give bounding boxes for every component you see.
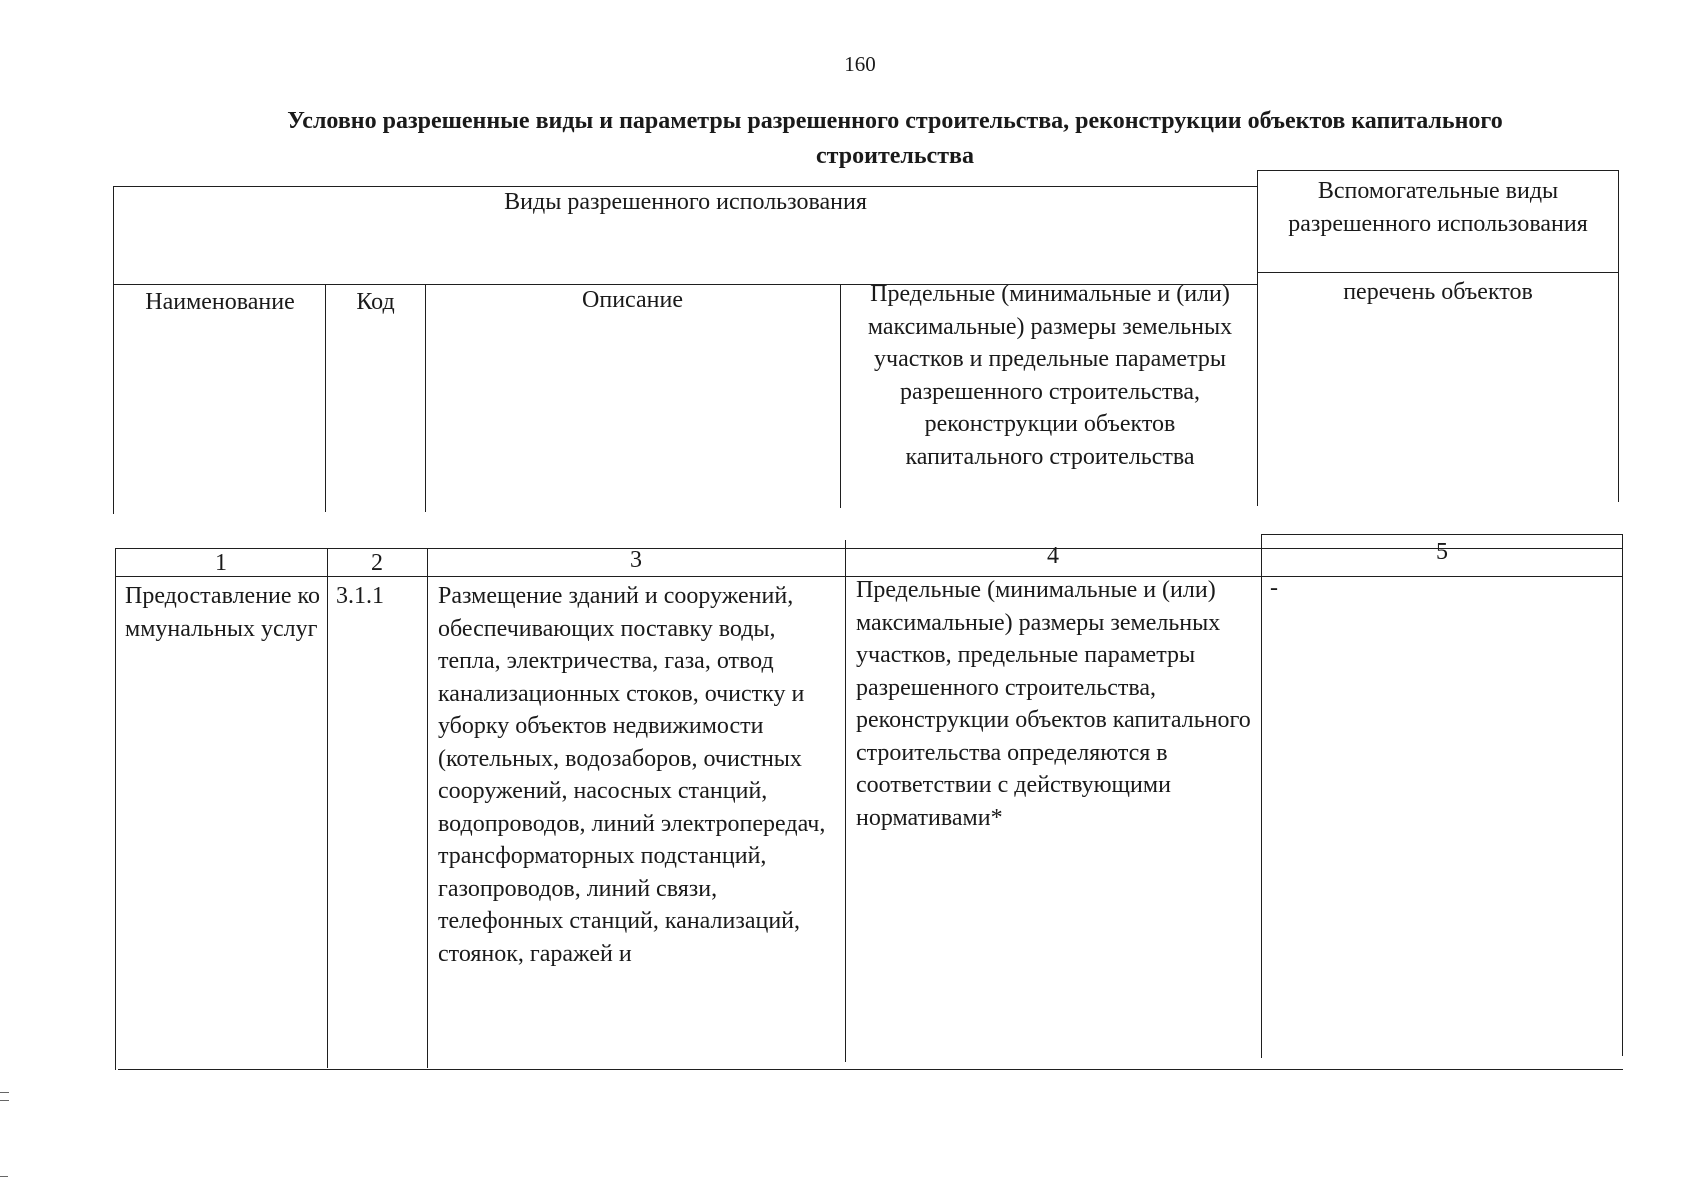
row-name: Предоставление коммунальных услуг <box>125 583 320 642</box>
header-divider-auxiliary <box>1257 170 1258 506</box>
header-group-separator-right <box>1257 272 1619 273</box>
header-col-name: Наименование <box>145 289 295 315</box>
data-right-border <box>1622 534 1623 1056</box>
header-col-description: Описание <box>582 287 683 313</box>
data-col-sep-2 <box>427 548 428 1068</box>
row-limits: Предельные (минимальные и (или) максимальные) размеры земельных участков, предельные параметры разрешенного строительства, реконструкции объектов капитального строительства определяются в соответствии с действующими нормативами* <box>856 577 1251 831</box>
column-number-5: 5 <box>1436 539 1448 565</box>
column-number-4: 4 <box>1047 543 1059 569</box>
row-code: 3.1.1 <box>336 583 384 609</box>
header-col-objects-list: перечень объектов <box>1343 279 1533 305</box>
page-number: 160 <box>844 52 876 76</box>
data-left-border <box>115 548 116 1070</box>
header-right-border <box>1618 170 1619 502</box>
data-col-sep-4 <box>1261 534 1262 1058</box>
column-number-3: 3 <box>630 547 642 573</box>
document-title: Условно разрешенные виды и параметры разрешенного строительства, реконструкции объектов капитального строительства <box>287 108 1503 169</box>
header-auxiliary-uses: Вспомогательные виды разрешенного использования <box>1288 178 1588 237</box>
scan-mark <box>0 1176 8 1177</box>
row-description: Размещение зданий и сооружений, обеспечивающих поставку воды, тепла, электричества, газа, отвод канализационных стоков, очистку и уборку объектов недвижимости (котельных, водозаборов, очистных сооружений, насосных станций, водопроводов, линий электропередач, трансформаторных подстанций, газопроводов, линий связи, телефонных станций, канализаций, стоянок, гаражей и <box>438 583 826 967</box>
column-number-2: 2 <box>371 550 383 576</box>
header-top-border-right <box>1257 170 1619 171</box>
scan-mark <box>0 1092 9 1093</box>
header-col-code: Код <box>356 289 395 315</box>
row-auxiliary: - <box>1270 575 1278 601</box>
data-col-sep-3 <box>845 540 846 1062</box>
column-number-1: 1 <box>215 550 227 576</box>
header-col-limits: Предельные (минимальные и (или) максимальные) размеры земельных участков и предельные параметры разрешенного строительства, реконструкции объектов капитального строительства <box>867 281 1233 470</box>
header-permitted-uses: Виды разрешенного использования <box>504 189 867 215</box>
data-top-border-right <box>1261 534 1623 535</box>
header-col-sep-1 <box>325 284 326 512</box>
data-col-sep-1 <box>327 548 328 1068</box>
scan-mark <box>0 1100 9 1101</box>
header-col-sep-2 <box>425 284 426 512</box>
header-col-sep-3 <box>840 284 841 508</box>
data-bottom-border <box>118 1069 1623 1070</box>
header-left-border <box>113 186 114 514</box>
